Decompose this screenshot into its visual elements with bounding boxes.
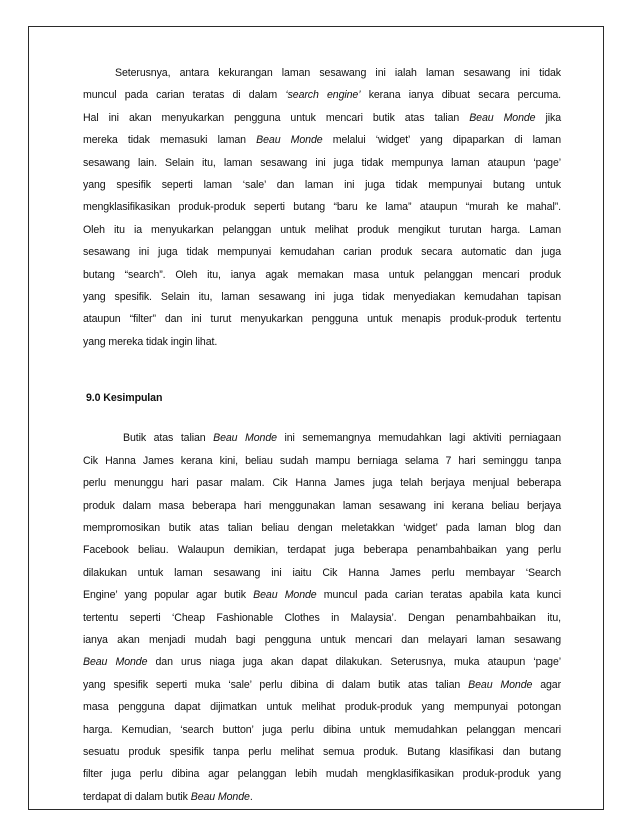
text-run: mereka tidak memasuki laman	[83, 134, 257, 147]
text-run: Facebook beliau. Walaupun demikian, terdapat juga beberapa penambahbaikan yang perlu	[83, 544, 561, 557]
paragraph-kekurangan	[83, 62, 561, 353]
text-run: Engine’ yang popular agar butik	[83, 589, 254, 602]
italic-text-run: Beau Monde	[213, 432, 277, 445]
text-line	[83, 152, 561, 174]
text-run: Seterusnya, antara kekurangan laman sesawang ini ialah laman sesawang ini tidak	[115, 67, 561, 79]
text-run: tertentu seperti ‘Cheap Fashionable Clothes in Malaysia’. Dengan penambahbaikan itu,	[83, 611, 561, 624]
text-line	[83, 741, 561, 763]
text-line	[83, 495, 561, 517]
text-run: sesawang ini juga tidak mempunyai kemudahan carian produk secara automatic dan juga	[83, 246, 561, 259]
text-line	[83, 450, 561, 472]
text-run: masa pengguna dapat dijimatkan untuk melihat produk-produk yang mempunyai potongan	[83, 701, 561, 714]
text-run: muncul pada carian teratas apabila kata kunci	[316, 589, 561, 602]
text-line	[83, 107, 561, 129]
text-line	[83, 331, 561, 353]
text-run: ini sememangnya memudahkan lagi aktiviti perniagaan	[276, 432, 561, 445]
italic-text-run: Beau Monde	[83, 656, 148, 669]
text-run: mempromosikan butik atas talian beliau dengan meletakkan ‘widget’ pada laman blog dan	[83, 521, 561, 534]
text-run: ataupun “filter” dan ini turut menyukarkan pengguna untuk menapis produk-produk tertentu	[83, 313, 561, 326]
text-run: yang spesifik seperti muka ‘sale’ perlu dibina di dalam butik atas talian	[83, 678, 469, 691]
text-line	[83, 62, 561, 84]
text-line	[83, 308, 561, 330]
text-run: Cik Hanna James kerana kini, beliau sudah mampu berniaga selama 7 hari seminggu tanpa	[83, 454, 561, 467]
section-heading-kesimpulan: 9.0 Kesimpulan	[86, 392, 163, 405]
text-line	[83, 607, 561, 629]
text-line	[83, 84, 561, 106]
text-run: yang spesifik seperti laman ‘sale’ dan laman ini juga tidak mempunyai butang untuk	[83, 179, 561, 192]
text-line	[83, 629, 561, 651]
italic-text-run: ‘search engine’	[285, 89, 361, 102]
text-run: terdapat di dalam butik	[83, 790, 191, 803]
text-run: mengklasifikasikan produk-produk seperti butang “baru ke lama” ataupun “murah ke mahal”.	[83, 201, 561, 214]
text-run: Hal ini akan menyukarkan pengguna untuk mencari butik atas talian	[83, 111, 470, 124]
text-line	[83, 562, 561, 584]
text-line	[83, 241, 561, 263]
text-line	[83, 786, 561, 808]
text-run: yang spesifik. Selain itu, laman sesawang ini juga tidak menyediakan kemudahan tapisan	[83, 291, 561, 304]
text-run: filter juga perlu dibina agar pelanggan lebih mudah mengklasifikasikan produk-produk yang	[83, 768, 561, 781]
paragraph-kesimpulan	[83, 427, 561, 808]
text-line	[83, 651, 561, 673]
text-run: butang “search”. Oleh itu, ianya agak memakan masa untuk pelanggan mencari produk	[83, 268, 561, 281]
text-line	[83, 472, 561, 494]
italic-text-run: Beau Monde	[468, 678, 533, 691]
text-run: yang mereka tidak ingin lihat.	[83, 335, 218, 348]
text-line	[83, 129, 561, 151]
text-run: Oleh itu ia menyukarkan pelanggan untuk melihat produk mengikut turutan harga. Laman	[83, 223, 561, 236]
text-line	[83, 584, 561, 606]
text-run: muncul pada carian teratas di dalam	[83, 89, 286, 102]
text-run: kerana ianya dibuat secara percuma.	[360, 89, 561, 102]
text-run: sesawang lain. Selain itu, laman sesawang ini juga tidak mempunya laman ataupun ‘page’	[83, 156, 561, 169]
text-line	[83, 696, 561, 718]
text-run: agar	[532, 678, 562, 691]
text-run: harga. Kemudian, ‘search button’ juga perlu dibina untuk memudahkan pelanggan mencari	[83, 723, 561, 736]
text-line	[83, 174, 561, 196]
text-line	[83, 719, 561, 741]
text-line	[83, 219, 561, 241]
text-line	[83, 539, 561, 561]
text-line	[83, 517, 561, 539]
text-run: Butik atas talian	[123, 432, 214, 445]
italic-text-run: Beau Monde	[469, 111, 536, 124]
italic-text-run: Beau Monde	[256, 134, 323, 147]
text-line	[83, 286, 561, 308]
text-line	[83, 264, 561, 286]
text-run: produk dalam masa beberapa hari menggunakan laman sesawang ini kerana beliau berjaya	[83, 499, 561, 512]
text-line	[83, 427, 561, 449]
text-line	[83, 674, 561, 696]
text-run: melalui ‘widget’ yang dipaparkan di laman	[322, 134, 562, 147]
text-run: sesuatu produk spesifik tanpa perlu melihat semua produk. Butang klasifikasi dan butang	[83, 745, 561, 758]
text-run: ianya akan menjadi mudah bagi pengguna untuk mencari dan melayari laman sesawang	[83, 633, 561, 646]
text-run: perlu menunggu hari pasar malam. Cik Hanna James juga telah berjaya menjual beberapa	[83, 477, 561, 490]
text-run: jika	[535, 111, 561, 124]
page-content	[83, 62, 561, 808]
text-run: .	[249, 790, 253, 803]
text-run: dan urus niaga juga akan dapat dilakukan. Seterusnya, muka ataupun ‘page’	[147, 656, 561, 669]
text-run: dilakukan untuk laman sesawang ini iaitu Cik Hanna James perlu membayar ‘Search	[83, 566, 561, 579]
text-line	[83, 763, 561, 785]
italic-text-run: Beau Monde	[253, 589, 317, 602]
italic-text-run: Beau Monde	[190, 790, 250, 803]
text-line	[83, 196, 561, 218]
